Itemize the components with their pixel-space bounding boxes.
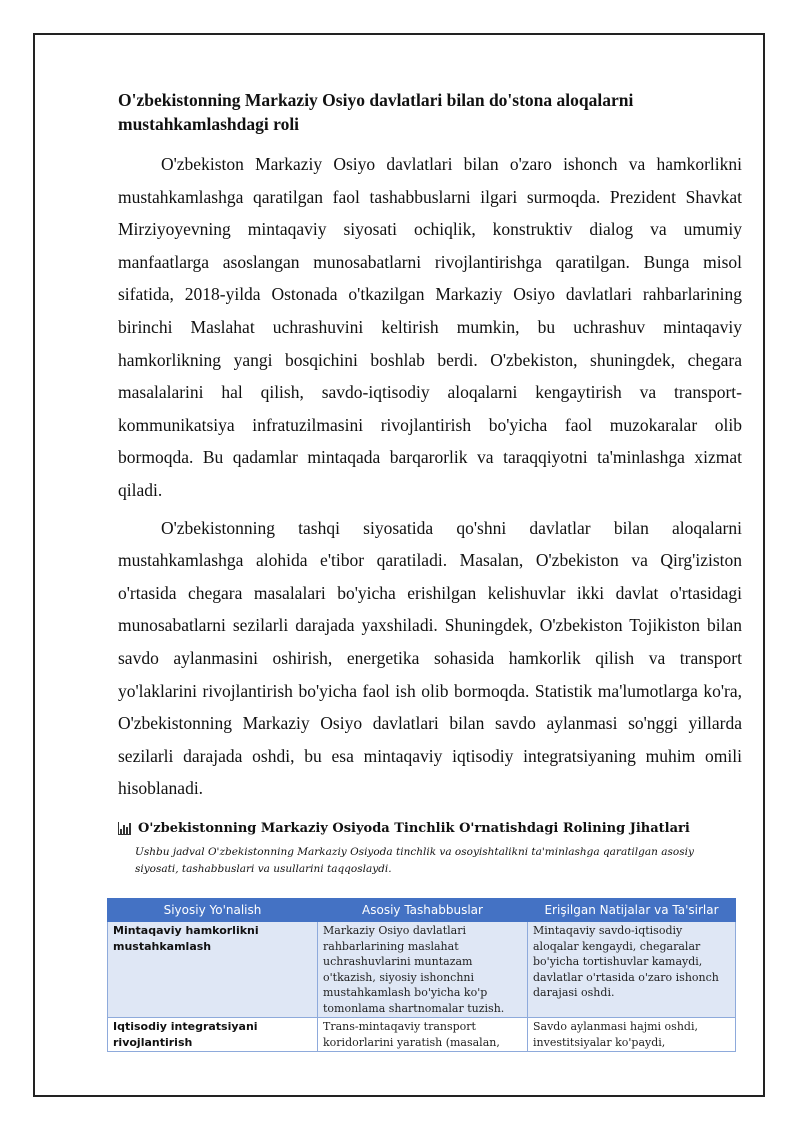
- paragraph-1: O'zbekiston Markaziy Osiyo davlatlari bilan o'zaro ishonch va hamkorlikni mustahkamlashga qaratilgan faol tashabbuslarni ilgari surmoqda. Prezident Shavkat Mirziyoyevning mintaqaviy siyosati ochiqlik, konstruktiv dialog va umumiy manfaatlarga asoslangan munosabatlarni rivojlantirishga qaratilgan. Bunga misol sifatida, 2018-yilda Ostonada o'tkazilgan Markaziy Osiyo davlatlari rahbarlarining birinchi Maslahat uchrashuvini keltirish mumkin, bu uchrashuv mintaqaviy hamkorlikning yangi bosqichini boshlab berdi. O'zbekiston, shuningdek, chegara masalalarini hal qilish, savdo-iqtisodiy aloqalarni kengaytirish va transport-kommunikatsiya infratuzilmasini rivojlantirish bo'yicha faol muzokaralar olib bormoqda. Bu qadamlar mintaqada barqarorlik va taraqqiyotni ta'minlashga xizmat qiladi.: [118, 154, 742, 500]
- table-heading-text: O'zbekistonning Markaziy Osiyoda Tinchlik O'rnatishdagi Rolining Jihatlari: [138, 820, 690, 836]
- bar-chart-icon: [118, 822, 131, 835]
- paragraph-2: O'zbekistonning tashqi siyosatida qo'shni davlatlar bilan aloqalarni mustahkamlashga alohida e'tibor qaratiladi. Masalan, O'zbekiston va Qirg'iziston o'rtasida chegara masalalari bo'yicha erishilgan kelishuvlar ikki davlat o'rtasidagi munosabatlarni sezilarli darajada yaxshiladi. Shuningdek, O'zbekiston Tojikiston bilan savdo aylanmasini oshirish, energetika sohasida hamkorlik qilish va transport yo'laklarini rivojlantirish bo'yicha faol ish olib bormoqda. Statistik ma'lumotlarga ko'ra, O'zbekistonning Markaziy Osiyo davlatlari bilan savdo aylanmasi so'nggi yillarda sezilarli darajada oshdi, bu esa mintaqaviy iqtisodiy integratsiyaning muhim omili hisoblanadi.: [118, 517, 742, 799]
- table-header-cell: Erişilgan Natijalar va Ta'sirlar: [528, 899, 736, 922]
- table-cell-results: Mintaqaviy savdo-iqtisodiy aloqalar kengaydi, chegaralar bo'yicha tortishuvlar kamaydi, davlatlar o'rtasida o'zaro ishonch darajasi oshdi.: [528, 922, 736, 1018]
- table-header-cell: Siyosiy Yo'nalish: [108, 899, 318, 922]
- table-cell-results: Savdo aylanmasi hajmi oshdi, investitsiyalar ko'paydi,: [528, 1018, 736, 1052]
- document-title: O'zbekistonning Markaziy Osiyo davlatlari bilan do'stona aloqalarni mustahkamlashdagi roli: [118, 90, 634, 134]
- table-row: [108, 922, 736, 1018]
- table-row: [108, 1018, 736, 1052]
- table-header-row: [108, 899, 736, 922]
- table-cell-initiatives: Trans-mintaqaviy transport koridorlarini yaratish (masalan,: [318, 1018, 528, 1052]
- table-cell-direction: Mintaqaviy hamkorlikni mustahkamlash: [108, 922, 318, 1018]
- document-body: [118, 88, 742, 878]
- table-header-cell: Asosiy Tashabbuslar: [318, 899, 528, 922]
- table-section-heading: [118, 821, 742, 836]
- table-cell-initiatives: Markaziy Osiyo davlatlari rahbarlarining maslahat uchrashuvlarini muntazam o'tkazish, siyosiy ishonchni mustahkamlash bo'yicha ko'p tomonlama shartnomalar tuzish.: [318, 922, 528, 1018]
- aspects-table: [107, 898, 736, 1052]
- table-caption: Ushbu jadval O'zbekistonning Markaziy Osiyoda tinchlik va osoyishtalikni ta'minlashga qaratilgan asosiy siyosati, tashabbuslari va usullarini taqqoslaydi.: [135, 845, 694, 875]
- table-cell-direction: Iqtisodiy integratsiyani rivojlantirish: [108, 1018, 318, 1052]
